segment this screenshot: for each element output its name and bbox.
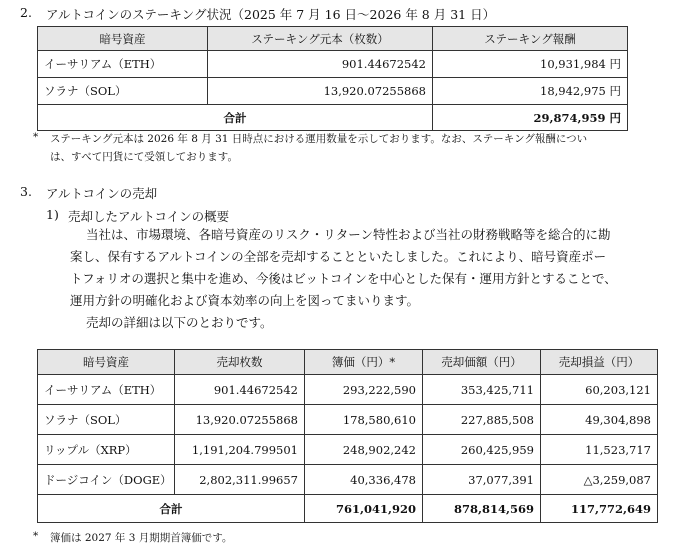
table-row (38, 435, 658, 465)
staking-asset: イーサリアム（ETH） (38, 51, 208, 78)
staking-total-value: 29,874,959 円 (433, 105, 628, 131)
sale-total-row (38, 495, 658, 523)
section3-title: アルトコインの売却 (46, 186, 158, 201)
sale-pl: 49,304,898 (541, 405, 658, 435)
staking-note-line1: ステーキング元本は 2026 年 8 月 31 日時点における運用数量を示しております。なお、ステーキング報酬につい (50, 133, 588, 145)
staking-principal: 13,920.07255868 (208, 78, 433, 105)
staking-header-principal: ステーキング元本（枚数） (208, 27, 433, 51)
sale-pl: 11,523,717 (541, 435, 658, 465)
staking-note-line2: は、すべて円貨にて受領しております。 (50, 151, 238, 163)
sale-pl: △3,259,087 (541, 465, 658, 495)
sale-header-asset: 暗号資産 (38, 350, 175, 375)
sale-total-pl: 117,772,649 (541, 495, 658, 523)
sale-total-book: 761,041,920 (305, 495, 423, 523)
staking-asset: ソラナ（SOL） (38, 78, 208, 105)
sale-paragraph-line3: トフォリオの選択と集中を進め、今後はビットコインを中心とした保有・運用方針とすることで、 (70, 271, 617, 286)
subsection-title: 売却したアルトコインの概要 (68, 209, 230, 224)
sale-book: 40,336,478 (305, 465, 423, 495)
sale-paragraph-line2: 案し、保有するアルトコインの全部を売却することといたしました。これにより、暗号資産ポー (70, 249, 607, 264)
sale-header-sale: 売却価額（円） (423, 350, 541, 375)
sale-book: 248,902,242 (305, 435, 423, 465)
section2-number: 2. (20, 5, 32, 20)
table-row (38, 375, 658, 405)
staking-total-row (38, 105, 628, 131)
staking-header-row (38, 27, 628, 51)
sale-total-sale: 878,814,569 (423, 495, 541, 523)
sale-asset: リップル（XRP） (38, 435, 175, 465)
table-row (38, 78, 628, 105)
sale-paragraph-line1: 当社は、市場環境、各暗号資産のリスク・リターン特性および当社の財務戦略等を総合的に勘 (86, 227, 611, 242)
sale-qty: 901.44672542 (175, 375, 305, 405)
staking-note-mark: * (33, 131, 39, 143)
sale-pl: 60,203,121 (541, 375, 658, 405)
sale-qty: 2,802,311.99657 (175, 465, 305, 495)
sale-note-mark: * (33, 530, 39, 542)
sale-qty: 13,920.07255868 (175, 405, 305, 435)
section3-number: 3. (20, 184, 32, 199)
sale-paragraph-line4: 運用方針の明確化および資本効率の向上を図ってまいります。 (70, 293, 420, 308)
sale-book: 178,580,610 (305, 405, 423, 435)
sale-value: 37,077,391 (423, 465, 541, 495)
table-row (38, 405, 658, 435)
sale-value: 353,425,711 (423, 375, 541, 405)
staking-reward: 18,942,975 円 (433, 78, 628, 105)
staking-principal: 901.44672542 (208, 51, 433, 78)
staking-table (37, 26, 628, 131)
staking-total-label: 合計 (38, 105, 433, 131)
sale-asset: ドージコイン（DOGE） (38, 465, 175, 495)
sale-asset: ソラナ（SOL） (38, 405, 175, 435)
sale-header-row (38, 350, 658, 375)
sale-header-qty: 売却枚数 (175, 350, 305, 375)
sale-table (37, 349, 658, 523)
sale-value: 260,425,959 (423, 435, 541, 465)
sale-total-label: 合計 (38, 495, 305, 523)
sale-asset: イーサリアム（ETH） (38, 375, 175, 405)
subsection-number: 1) (46, 207, 59, 222)
sale-header-book: 簿価（円）* (305, 350, 423, 375)
section2-title: アルトコインのステーキング状況（2025 年 7 月 16 日～2026 年 8 月 31 日） (46, 7, 496, 22)
table-row (38, 51, 628, 78)
sale-book: 293,222,590 (305, 375, 423, 405)
staking-reward: 10,931,984 円 (433, 51, 628, 78)
sale-note-text: 簿価は 2027 年 3 月期期首簿価です。 (50, 532, 233, 544)
staking-header-reward: ステーキング報酬 (433, 27, 628, 51)
sale-value: 227,885,508 (423, 405, 541, 435)
sale-header-pl: 売却損益（円） (541, 350, 658, 375)
table-row (38, 465, 658, 495)
staking-header-asset: 暗号資産 (38, 27, 208, 51)
sale-qty: 1,191,204.799501 (175, 435, 305, 465)
sale-paragraph-line5: 売却の詳細は以下のとおりです。 (86, 315, 273, 330)
